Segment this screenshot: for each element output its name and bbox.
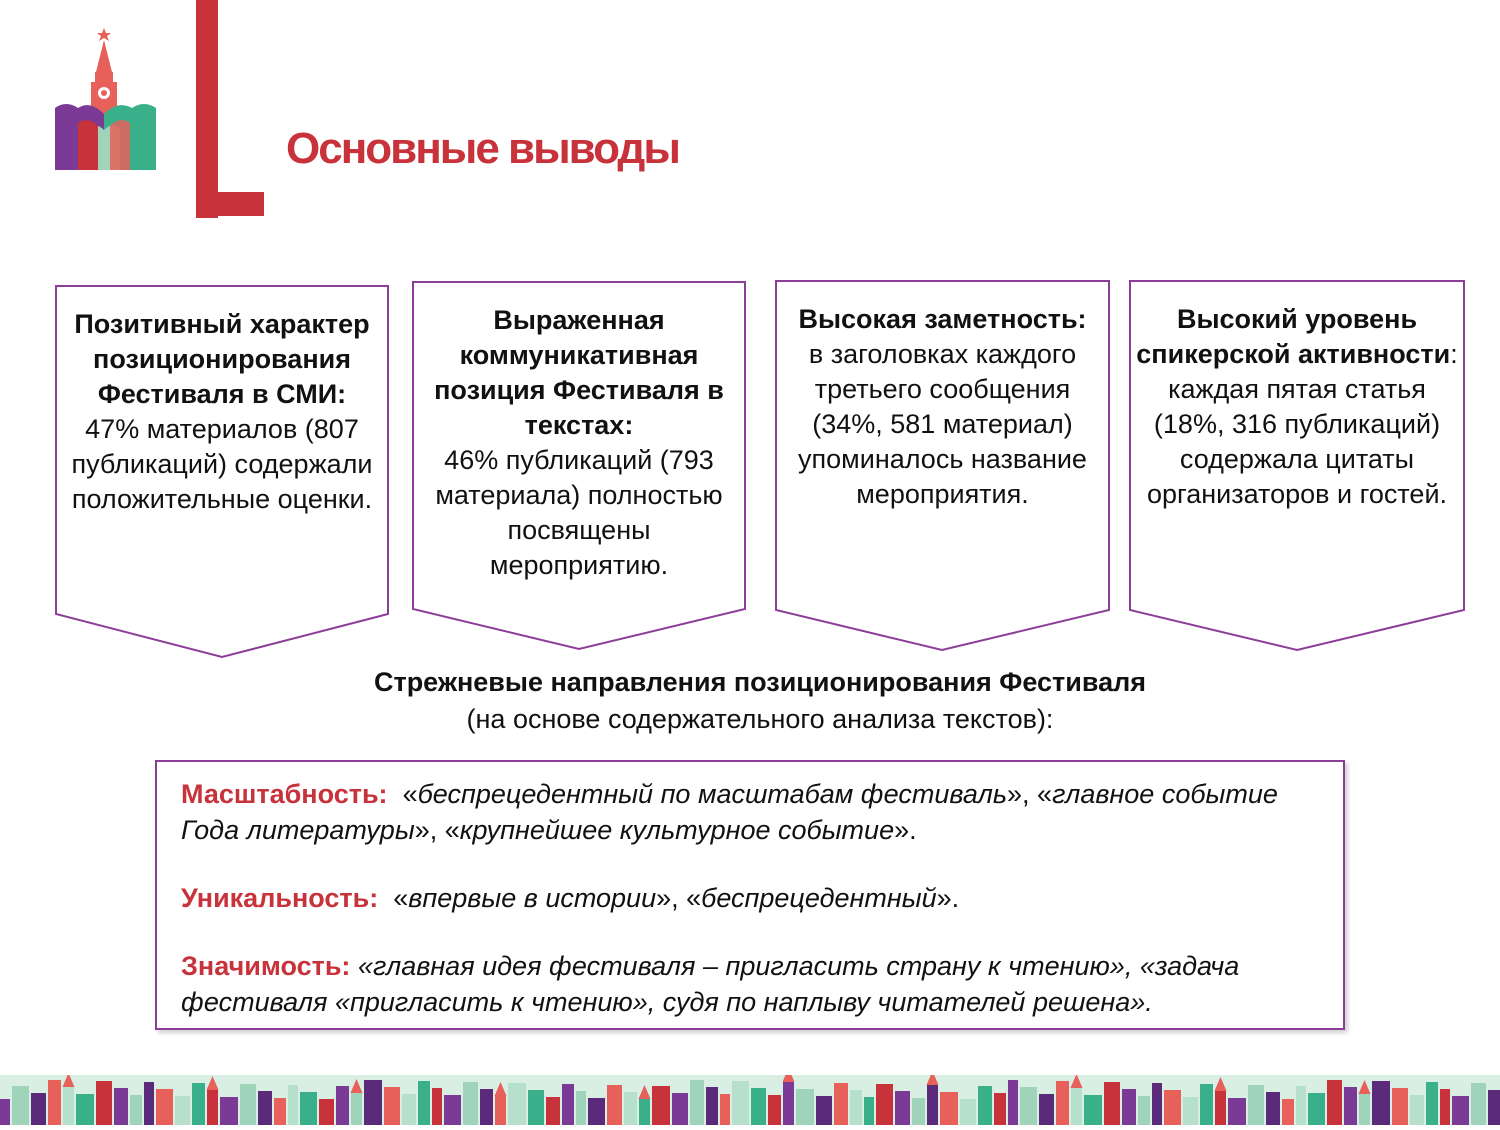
book-spine (418, 1081, 430, 1125)
book-spine (1266, 1092, 1280, 1125)
book-spine (1215, 1091, 1226, 1125)
direction-significance (181, 948, 1321, 1020)
book-spine (546, 1097, 560, 1125)
book-spine (444, 1095, 461, 1125)
separator: ». (936, 883, 960, 913)
card-body: : каждая пятая статья (18%, 316 публикаций) содержала цитаты организаторов и гостей. (1146, 339, 1458, 509)
direction-uniqueness: Уникальность: «впервые в истории», «беспрецедентный». (181, 883, 960, 913)
book-spine (1359, 1094, 1370, 1125)
book-spine (978, 1086, 992, 1125)
book-spine (1056, 1081, 1069, 1125)
card-heading: Высокая заметность: (798, 304, 1087, 334)
page-title: Основные выводы (286, 124, 679, 173)
direction-label: Значимость: (181, 951, 351, 981)
book-spine (816, 1096, 832, 1125)
festival-logo (52, 28, 162, 173)
book-spine (207, 1090, 218, 1125)
book-spine (12, 1086, 29, 1125)
quote: впервые в истории (408, 883, 657, 913)
separator: », « (656, 883, 702, 913)
book-spine (1410, 1095, 1424, 1125)
book-spine (258, 1091, 272, 1125)
book-spine (994, 1093, 1006, 1125)
quote: беспрецедентный по масштабам фестиваль (417, 779, 1008, 809)
core-directions-title: Стрежневые направления позиционирования Фестиваля (373, 667, 1147, 697)
book-spine (1152, 1083, 1162, 1125)
book-spine (240, 1084, 256, 1125)
book-spine (364, 1080, 382, 1125)
book-spine (720, 1094, 730, 1125)
book-spine (672, 1093, 688, 1125)
book-spine (1440, 1089, 1450, 1125)
book-spine (144, 1082, 154, 1125)
book-spine (639, 1099, 650, 1125)
book-spine (384, 1087, 400, 1125)
book-spine (220, 1097, 238, 1125)
card-heading: Высокий уровень спикерской активности (1136, 304, 1451, 369)
book-spine (796, 1089, 814, 1125)
decorative-book-strip (0, 1075, 1500, 1125)
book-spine (652, 1086, 670, 1125)
book-spine (528, 1090, 544, 1125)
finding-card-speakers (1129, 280, 1465, 652)
book-spine (562, 1084, 574, 1125)
book-spine (1426, 1082, 1438, 1125)
book-spine (1071, 1088, 1082, 1125)
book-spine (864, 1097, 874, 1125)
book-spine (1452, 1096, 1469, 1125)
separator: », « (414, 815, 460, 845)
card-heading: Позитивный характер позиционирования Фестиваля в СМИ: (74, 309, 370, 409)
book-spine (114, 1088, 128, 1125)
book-spine (480, 1089, 493, 1125)
book-spine (1282, 1099, 1294, 1125)
book-spine (463, 1082, 478, 1125)
book-spine (768, 1095, 781, 1125)
book-spine (336, 1086, 349, 1125)
book-spine (588, 1098, 605, 1125)
book-spine (576, 1091, 586, 1125)
book-spine (1228, 1098, 1246, 1125)
quote: главное событие Года литературы (181, 779, 1278, 845)
book-spine (876, 1084, 893, 1125)
book-spine (1308, 1093, 1325, 1125)
book-spine (732, 1081, 749, 1125)
book-spine (130, 1095, 142, 1125)
direction-scale: Масштабность: «беспрецедентный по масштабам фестиваль», «главное событие Года литературы», «крупнейшее культурное событие». (181, 779, 1278, 845)
book-spine (834, 1083, 848, 1125)
book-spine (319, 1099, 334, 1125)
quote: крупнейшее культурное событие (459, 815, 895, 845)
book-spine (31, 1093, 46, 1125)
finding-card-communicative (412, 281, 746, 651)
book-spine (912, 1098, 925, 1125)
book-spine (1200, 1084, 1213, 1125)
book-spine (1372, 1081, 1390, 1125)
book-spine (927, 1085, 938, 1125)
quote: «главная идея фестиваля – пригласить страну к чтению», «задача фестиваля «пригласить к чтению», судя по наплыву читателей решена». (181, 951, 1240, 1017)
book-spine (76, 1094, 94, 1125)
separator: ». (894, 815, 917, 845)
book-spine (1327, 1080, 1342, 1125)
book-spine (495, 1096, 506, 1125)
book-spine (1471, 1083, 1486, 1125)
book-spine (1488, 1090, 1500, 1125)
book-spine (175, 1096, 190, 1125)
book-spine (0, 1099, 10, 1125)
book-spine (1104, 1082, 1120, 1125)
book-spine (895, 1091, 910, 1125)
finding-card-positive (55, 285, 389, 659)
book-spine (1296, 1086, 1306, 1125)
separator: », « (1007, 779, 1053, 809)
book-spine (1020, 1087, 1037, 1125)
book-spine (63, 1087, 74, 1125)
directions-box (155, 760, 1345, 1030)
book-spine (1248, 1085, 1264, 1125)
book-spine (300, 1092, 317, 1125)
book-spine (156, 1089, 173, 1125)
book-spine (607, 1085, 622, 1125)
direction-label: Уникальность: (181, 883, 379, 913)
book-spine (706, 1087, 718, 1125)
book-spine (288, 1085, 298, 1125)
book-spine (274, 1098, 286, 1125)
book-spine (508, 1083, 526, 1125)
card-body: 47% материалов (807 публикаций) содержали положительные оценки. (71, 414, 373, 514)
quote: беспрецедентный (701, 883, 937, 913)
title-bracket (196, 0, 266, 218)
book-spine (1392, 1088, 1408, 1125)
book-spine (783, 1082, 794, 1125)
book-spine (351, 1093, 362, 1125)
book-spine (96, 1081, 112, 1125)
card-body: 46% публикаций (793 материала) полностью посвящены мероприятию. (435, 445, 723, 580)
book-spine (751, 1088, 766, 1125)
book-spine (960, 1099, 976, 1125)
book-spine (1039, 1094, 1054, 1125)
book-spine (1164, 1090, 1181, 1125)
book-spine (940, 1092, 958, 1125)
book-spine (1183, 1097, 1198, 1125)
direction-label: Масштабность: (181, 779, 388, 809)
core-directions-subtitle: (на основе содержательного анализа текстов): (466, 704, 1054, 734)
book-spine (690, 1080, 704, 1125)
book-spine (192, 1083, 205, 1125)
card-heading: Выраженная коммуникативная позиция Фестиваля в текстах: (434, 305, 724, 440)
book-spine (1138, 1096, 1150, 1125)
book-spine (850, 1090, 862, 1125)
finding-card-visibility (775, 280, 1110, 652)
book-spine (1008, 1080, 1018, 1125)
book-spine (624, 1092, 637, 1125)
book-spine (1122, 1089, 1136, 1125)
book-spine (402, 1094, 416, 1125)
book-spine (432, 1088, 442, 1125)
card-body: в заголовках каждого третьего сообщения (34%, 581 материал) упоминалось название мероприятия. (798, 339, 1087, 509)
book-spine (48, 1080, 61, 1125)
book-spine (1084, 1095, 1102, 1125)
book-spine (1344, 1087, 1357, 1125)
